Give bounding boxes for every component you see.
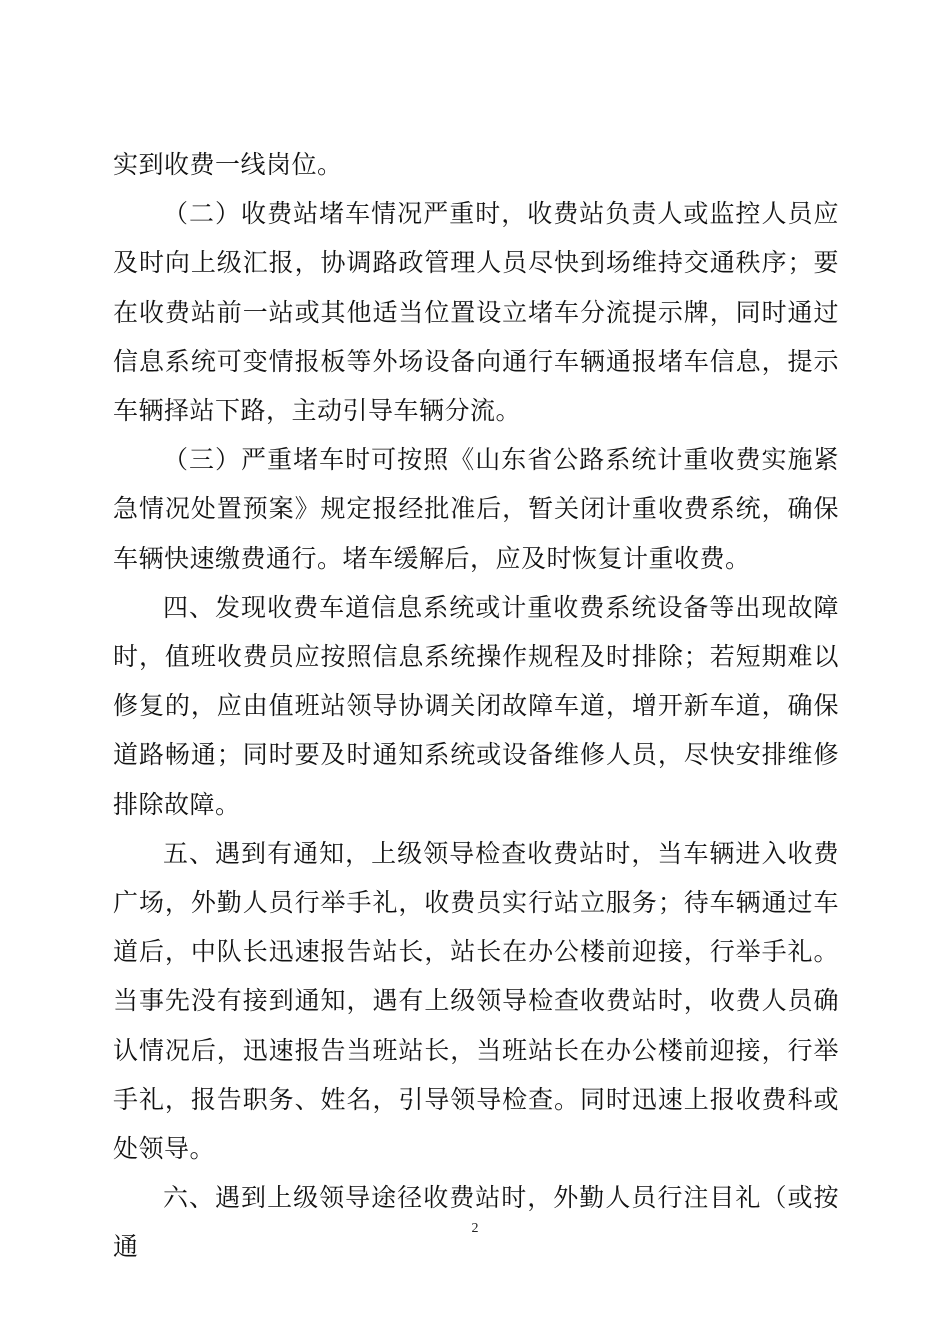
- paragraph-section-2: （二）收费站堵车情况严重时，收费站负责人或监控人员应及时向上级汇报，协调路政管理人员尽快到场维持交通秩序；要在收费站前一站或其他适当位置设立堵车分流提示牌，同时通过信息系统可变情报板等外场设备向通行车辆通报堵车信息，提示车辆择站下路，主动引导车辆分流。: [113, 199, 839, 426]
- paragraph-continuation: 实到收费一线岗位。: [113, 150, 343, 179]
- document-body: [113, 140, 839, 1272]
- paragraph-item-5: 五、遇到有通知，上级领导检查收费站时，当车辆进入收费广场，外勤人员行举手礼，收费员实行站立服务；待车辆通过车道后，中队长迅速报告站长，站长在办公楼前迎接，行举手礼。当事先没有接到通知，遇有上级领导检查收费站时，收费人员确认情况后，迅速报告当班站长，当班站长在办公楼前迎接，行举手礼，报告职务、姓名，引导领导检查。同时迅速上报收费科或处领导。: [113, 838, 839, 1164]
- paragraph-section-3: （三）严重堵车时可按照《山东省公路系统计重收费实施紧急情况处置预案》规定报经批准后，暂关闭计重收费系统，确保车辆快速缴费通行。堵车缓解后，应及时恢复计重收费。: [113, 445, 839, 573]
- paragraph-item-6: 六、遇到上级领导途径收费站时，外勤人员行注目礼（或按通: [113, 1183, 839, 1262]
- paragraph-item-4: 四、发现收费车道信息系统或计重收费系统设备等出现故障时，值班收费员应按照信息系统操作规程及时排除；若短期难以修复的，应由值班站领导协调关闭故障车道，增开新车道，确保道路畅通；同时要及时通知系统或设备维修人员，尽快安排维修排除故障。: [113, 592, 839, 819]
- page-number: 2: [471, 1221, 479, 1236]
